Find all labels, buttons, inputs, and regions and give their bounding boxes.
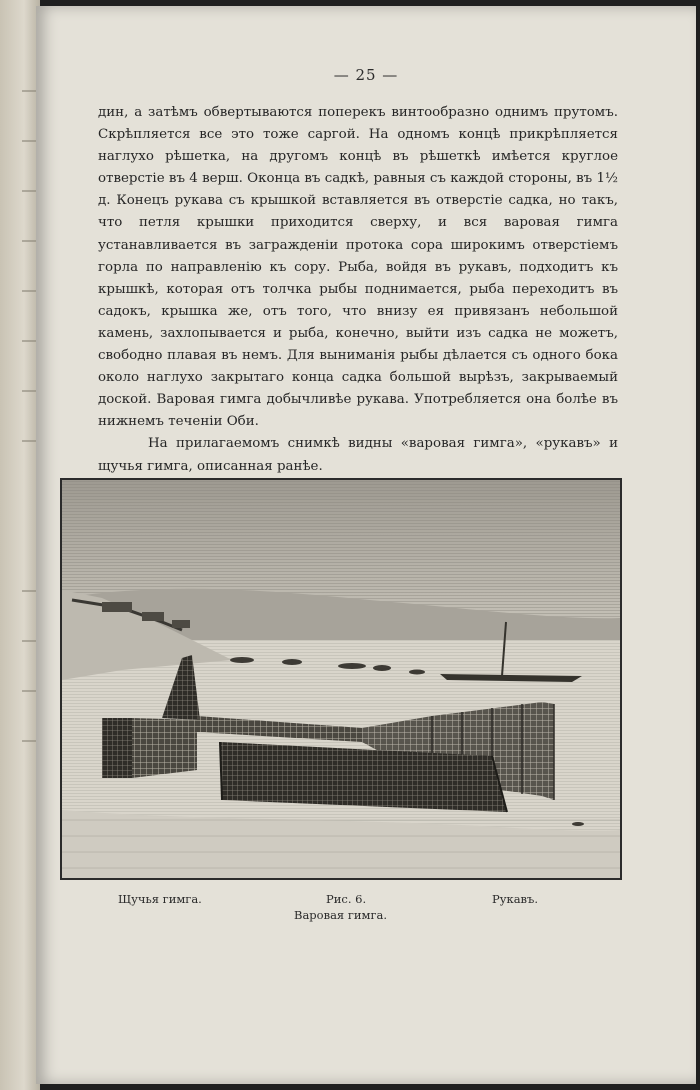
body-text	[98, 102, 618, 478]
engraving-illustration	[62, 480, 620, 878]
paragraph: На прилагаемомъ снимкѣ видны «варовая гимга», «рукавъ» и щучья гимга, описанная ранѣе.	[98, 436, 618, 474]
caption-sleeve: Рукавъ.	[492, 892, 538, 906]
adjacent-page-edge	[0, 0, 40, 1090]
caption-pike-gimga: Щучья гимга.	[118, 892, 202, 906]
figure-title: Варовая гимга.	[294, 908, 388, 922]
figure-number: Рис. 6.	[326, 892, 367, 906]
book-page	[36, 6, 696, 1084]
paragraph: дин, а затѣмъ обвертываются поперекъ винтообразно однимъ прутомъ. Скрѣпляется все это тоже саргой. На одномъ концѣ прикрѣпляется наглухо рѣшетка, на другомъ концѣ въ рѣшеткѣ имѣется круглое отверстіе въ 4 верш. Оконца въ садкѣ, равныя съ каждой стороны, въ 1½ д. Конецъ рукава съ крышкой вставляется въ отверстіе садка, но такъ, что петля крышки приходится сверху, и вся варовая гимга устанавливается въ загражденіи протока сора широкимъ отверстіемъ горла по направленію къ сору. Рыба, войдя въ рукавъ, подходитъ къ крышкѣ, которая отъ толчка рыбы поднимается, рыба переходитъ въ садокъ, крышка же, отъ того, что внизу ея привязанъ небольшой камень, захлопывается и рыба, конечно, выйти изъ садка не можетъ, свободно плавая въ немъ. Для выниманія рыбы дѣлается съ одного бока около наглухо закрытаго конца садка большой вырѣзъ, закрываемый доской. Варовая гимга добычливѣе рукава. Употребляется она болѣе въ нижнемъ теченіи Оби.	[98, 105, 618, 430]
page-number: — 25 —	[333, 66, 399, 84]
figure-engraving	[60, 478, 622, 880]
